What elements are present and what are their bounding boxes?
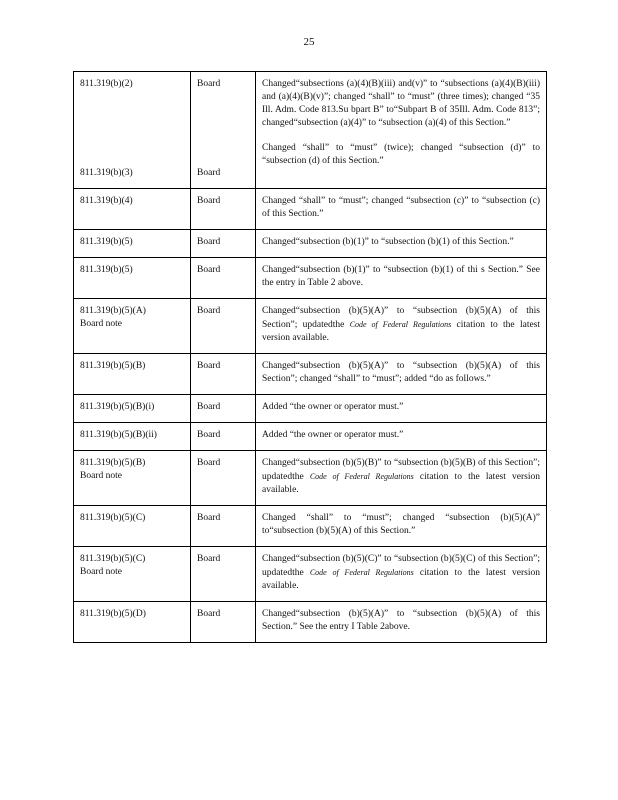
change-description: citation to the latest version available. xyxy=(262,472,540,495)
change-description: Changed“subsection (b)(5)(C)” to “subsection (b)(5)(C) of this Section”; updatedthe xyxy=(262,554,540,578)
section-cell: 811.319(b)(5)(C) Board note xyxy=(74,547,191,602)
description-cell: Changed“subsection (b)(1)” to “subsection (b)(1) of this Section.” xyxy=(256,230,547,258)
description-cell: Changed “shall” to “must”; changed “subsection (c)” to “subsection (c) of this Section.” xyxy=(256,189,547,230)
section-cell: 811.319(b)(5)(B)(ii) xyxy=(74,423,191,451)
source-label: Board xyxy=(197,168,221,178)
source-cell: Board xyxy=(191,451,256,506)
description-cell xyxy=(256,451,547,506)
table-row xyxy=(74,189,547,230)
table-row xyxy=(74,72,547,189)
source-cell: Board xyxy=(191,230,256,258)
section-cell: 811.319(b)(5)(A) Board note xyxy=(74,299,191,354)
table-row xyxy=(74,299,547,354)
description-cell: Changed“subsection (b)(5)(A)” to “subsection (b)(5)(A) of this Section.” See the entry I Table 2above. xyxy=(256,602,547,643)
section-cell: 811.319(b)(5) xyxy=(74,258,191,299)
source-label: Board xyxy=(197,79,221,89)
change-description: Changed“subsections (a)(4)(B)(iii) and(v)” to “subsections (a)(4)(B)(iii) and (a)(4)(B)(v)”; changed “shall” to “must” (three times); changed “35 Ill. Adm. Code 813.Su bpart B” to“Subpart B of 35Ill. Adm. Code 813”; changed“subsection (a)(4)” to “subsection (a)(4) of this Section.” xyxy=(262,79,540,128)
description-cell: Added “the owner or operator must.” xyxy=(256,395,547,423)
cfr-title: Code of Federal Regulations xyxy=(349,320,452,329)
page-number: 25 xyxy=(303,36,315,48)
table-row xyxy=(74,395,547,423)
source-cell: Board xyxy=(191,547,256,602)
section-cell: 811.319(b)(5)(B)(i) xyxy=(74,395,191,423)
source-cell: Board xyxy=(191,258,256,299)
change-description: Changed“subsection (b)(5)(B)” to “subsection (b)(5)(B) of this Section”; updatedthe xyxy=(262,458,540,482)
section-cell: 811.319(b)(5)(C) xyxy=(74,506,191,547)
table-row xyxy=(74,451,547,506)
description-cell xyxy=(256,547,547,602)
source-cell: Board xyxy=(191,506,256,547)
section-cell: 811.319(b)(5) xyxy=(74,230,191,258)
description-cell: Changed “shall” to “must”; changed “subsection (b)(5)(A)” to“subsection (b)(5)(A) of this Section.” xyxy=(256,506,547,547)
table-row xyxy=(74,506,547,547)
section-cell: 811.319(b)(4) xyxy=(74,189,191,230)
section-cell: 811.319(b)(5)(D) xyxy=(74,602,191,643)
description-cell: Added “the owner or operator must.” xyxy=(256,423,547,451)
cfr-title: Code of Federal Regulations xyxy=(309,472,414,481)
source-cell: Board xyxy=(191,602,256,643)
change-description: citation to the latest version available. xyxy=(262,320,541,343)
table-row xyxy=(74,354,547,395)
source-cell: Board xyxy=(191,299,256,354)
table-row xyxy=(74,423,547,451)
section-label: 811.319(b)(2) xyxy=(80,79,133,89)
table-row xyxy=(74,230,547,258)
table-row xyxy=(74,547,547,602)
description-cell xyxy=(256,72,547,189)
source-cell: Board xyxy=(191,395,256,423)
source-cell: Board xyxy=(191,189,256,230)
amendments-table xyxy=(73,71,547,643)
source-cell: Board xyxy=(191,423,256,451)
section-cell: 811.319(b)(5)(B) xyxy=(74,354,191,395)
description-cell xyxy=(256,299,547,354)
description-cell: Changed“subsection (b)(5)(A)” to “subsection (b)(5)(A) of this Section”; changed “shall” to “must”; added “do as follows.” xyxy=(256,354,547,395)
source-cell xyxy=(191,72,256,189)
table-row xyxy=(74,602,547,643)
section-cell: 811.319(b)(5)(B) Board note xyxy=(74,451,191,506)
change-description: citation to the latest version available. xyxy=(262,568,540,591)
cfr-title: Code of Federal Regulations xyxy=(309,568,414,577)
section-cell xyxy=(74,72,191,189)
source-cell: Board xyxy=(191,354,256,395)
section-label: 811.319(b)(3) xyxy=(80,168,133,178)
change-description: Changed “shall” to “must” (twice); changed “subsection (d)” to “subsection (d) of this Section.” xyxy=(262,143,540,166)
change-description: Changed“subsection (b)(5)(A)” to “subsection (b)(5)(A) of this Section”; updatedthe xyxy=(262,306,540,330)
table-row xyxy=(74,258,547,299)
description-cell: Changed“subsection (b)(1)” to “subsection (b)(1) of thi s Section.” See the entry in Table 2 above. xyxy=(256,258,547,299)
